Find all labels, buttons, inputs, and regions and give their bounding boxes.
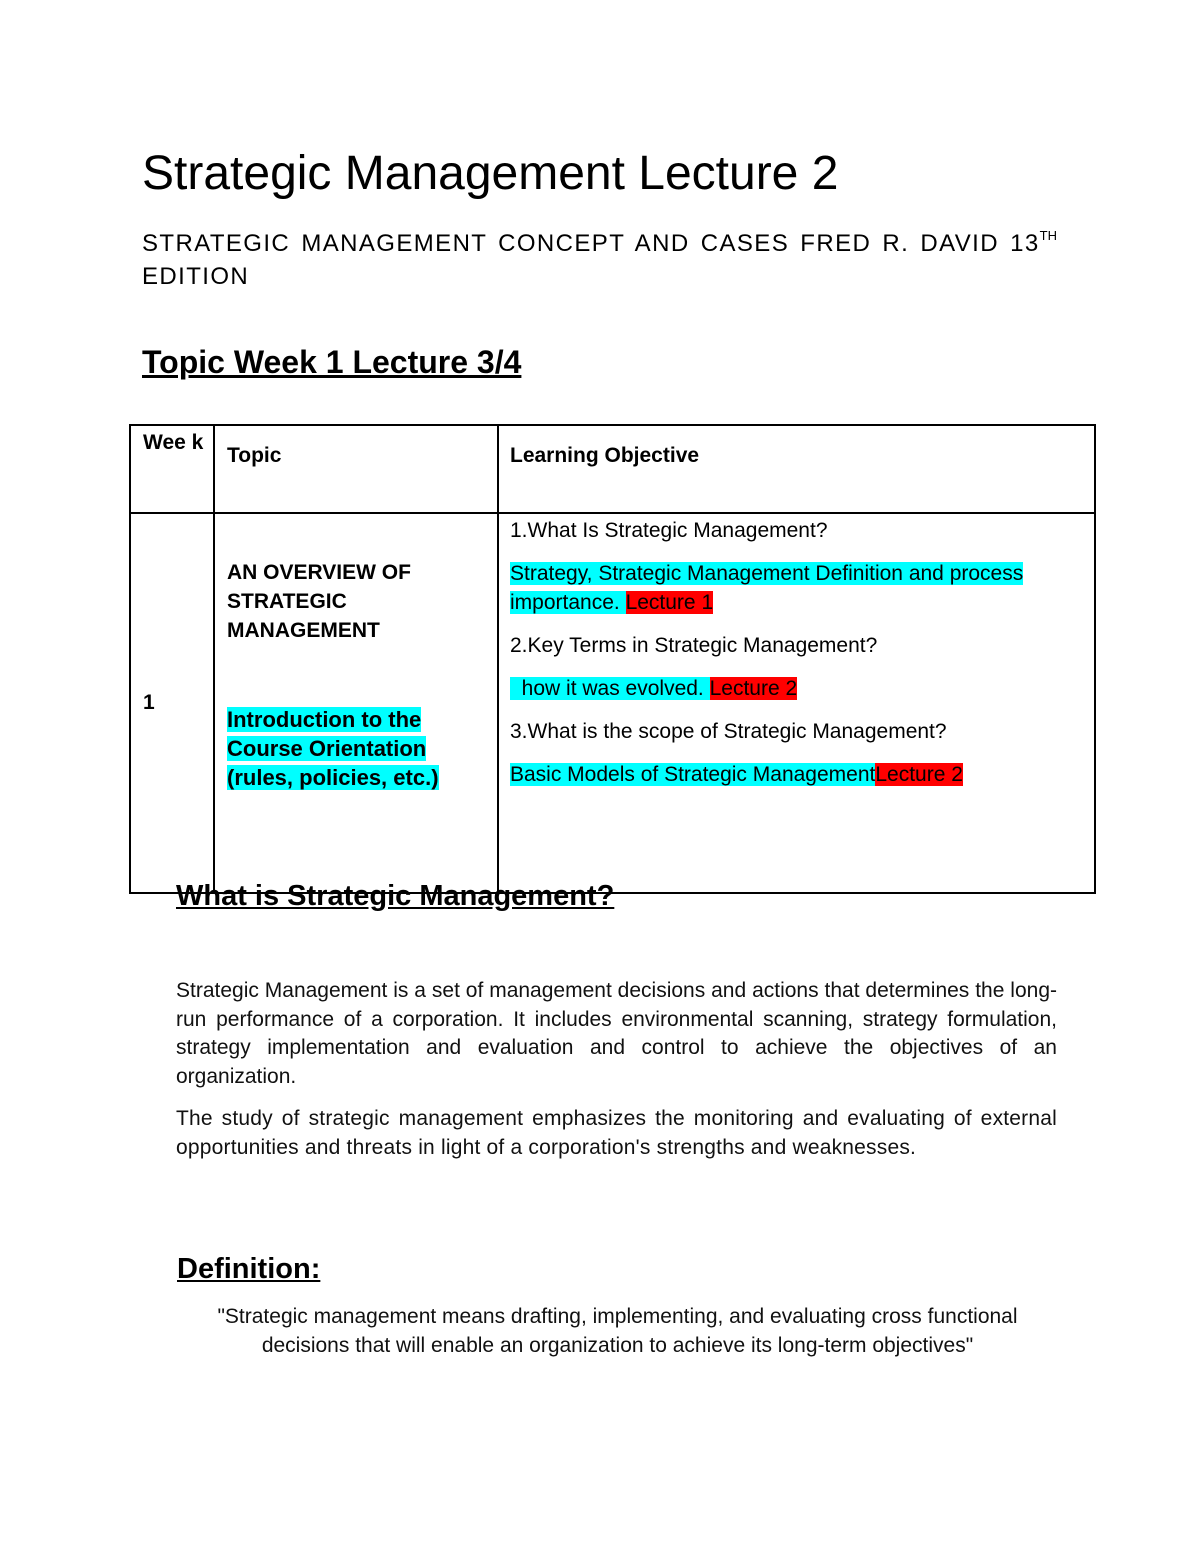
header-learning-objective: Learning Objective <box>498 425 1095 513</box>
document-subtitle <box>142 221 1057 293</box>
paragraph-2: The study of strategic management emphasizes the monitoring and evaluating of external opportunities and threats in light of a corporation's strengths and weaknesses. <box>176 1107 1057 1159</box>
objective-lecture-2: Lecture 2 <box>709 677 798 700</box>
topic-heading: Topic Week 1 Lecture 3/4 <box>142 344 522 380</box>
topic-table <box>129 424 1096 894</box>
objective-answer-3 <box>510 760 1084 789</box>
cell-topic <box>214 513 498 893</box>
objective-question-3: 3.What is the scope of Strategic Management? <box>510 720 947 743</box>
topic-intro-highlight: Introduction to the Course Orientation (rules, policies, etc.) <box>227 707 439 790</box>
objective-lecture-3: Lecture 2 <box>875 763 963 786</box>
header-topic: Topic <box>214 425 498 513</box>
table-header-row <box>130 425 1095 513</box>
objective-answer-1 <box>510 559 1084 617</box>
objective-answer-3-text: Basic Models of Strategic Management <box>510 763 876 786</box>
objective-question-1: 1.What Is Strategic Management? <box>510 519 828 542</box>
objective-question-2: 2.Key Terms in Strategic Management? <box>510 634 878 657</box>
objective-answer-2-text: how it was evolved. <box>510 677 710 700</box>
table-row <box>130 513 1095 893</box>
subtitle-edition: EDITION <box>142 263 250 290</box>
objective-answer-2 <box>510 674 1084 703</box>
paragraph-1: Strategic Management is a set of management decisions and actions that determines the long-run performance of a corporation. It includes environmental scanning, strategy formulation, strategy implementation and evaluation and control to achieve the objectives of an organization. <box>176 979 1057 1088</box>
header-week: Wee k <box>130 425 214 513</box>
subtitle-superscript: TH <box>1039 228 1057 243</box>
cell-learning-objectives <box>498 513 1095 893</box>
objective-lecture-1: Lecture 1 <box>625 591 714 614</box>
definition-quote: "Strategic management means drafting, implementing, and evaluating cross functional decisions that will enable an organization to achieve its long-term objectives" <box>217 1305 1018 1357</box>
topic-overview: AN OVERVIEW OF STRATEGIC MANAGEMENT <box>227 561 411 642</box>
objective-answer-1-text: Strategy, Strategic Management Definition and process importance. <box>510 562 1024 614</box>
definition-heading: Definition: <box>177 1253 321 1285</box>
document-title: Strategic Management Lecture 2 <box>142 147 839 200</box>
subtitle-text: STRATEGIC MANAGEMENT CONCEPT AND CASES FRED R. DAVID 13 <box>142 230 1040 257</box>
topic-intro <box>227 705 487 792</box>
cell-week-number: 1 <box>130 513 214 893</box>
section-heading: What is Strategic Management? <box>176 880 615 912</box>
